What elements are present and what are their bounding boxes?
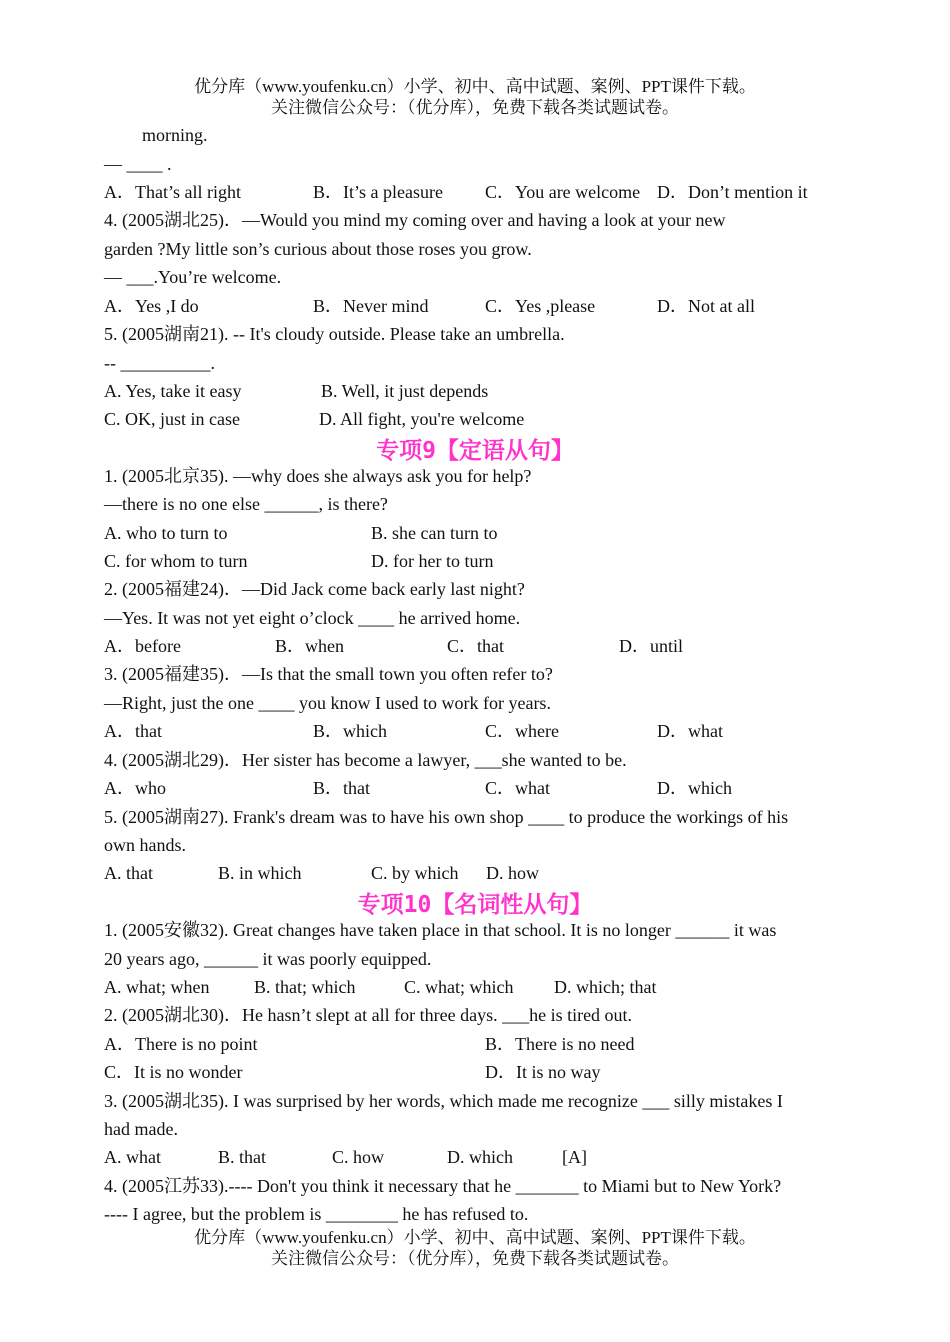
- question-line: own hands.: [104, 835, 186, 855]
- option: C．that: [447, 636, 504, 656]
- option: C．what: [485, 778, 550, 798]
- question-line: ---- I agree, but the problem is ________ he has refused to.: [104, 1204, 529, 1224]
- option: D. which: [447, 1147, 513, 1167]
- option: B. she can turn to: [371, 523, 498, 543]
- question-line: 3. (2005福建35)．—Is that the small town you often refer to?: [104, 664, 553, 684]
- question-line: —Yes. It was not yet eight o’clock ____ he arrived home.: [104, 608, 521, 628]
- option: C．Yes ,please: [485, 296, 596, 316]
- option: B．when: [275, 636, 344, 656]
- question-line: 2. (2005福建24)．—Did Jack come back early last night?: [104, 579, 525, 599]
- option: B．It’s a pleasure: [313, 182, 443, 202]
- option: A．that: [104, 721, 162, 741]
- header-line-2: 关注微信公众号：（优分库），免费下载各类试题试卷。: [271, 98, 679, 117]
- question-line: 1. (2005安徽32). Great changes have taken place in that school. It is no longer ______ it was: [104, 920, 777, 940]
- option: D. All fight, you're welcome: [319, 409, 525, 429]
- question-line: 4. (2005湖北25)．—Would you mind my coming over and having a look at your new: [104, 210, 726, 230]
- option: A. that: [104, 863, 153, 883]
- option: D．which: [657, 778, 732, 798]
- option: D. how: [486, 863, 539, 883]
- option: B. in which: [218, 863, 302, 883]
- question-line: 5. (2005湖南27). Frank's dream was to have his own shop ____ to produce the workings of his: [104, 807, 789, 827]
- footer-line-2: 关注微信公众号：（优分库），免费下载各类试题试卷。: [271, 1249, 679, 1268]
- option: D．Don’t mention it: [657, 182, 808, 202]
- option: D. which; that: [554, 977, 657, 997]
- footer-line-1: 优分库（www.youfenku.cn）小学、初中、高中试题、案例、PPT课件下载。: [194, 1228, 756, 1247]
- question-line: 5. (2005湖南21). -- It's cloudy outside. Please take an umbrella.: [104, 324, 565, 344]
- text-line: — ____ .: [104, 154, 172, 174]
- option: C．where: [485, 721, 559, 741]
- option: D．what: [657, 721, 723, 741]
- option: B．that: [313, 778, 370, 798]
- option: B. that: [218, 1147, 266, 1167]
- section-title-10: 专项10【名词性从句】: [357, 892, 593, 918]
- question-line: —Right, just the one ____ you know I used to work for years.: [104, 693, 551, 713]
- option: B．There is no need: [485, 1034, 635, 1054]
- option: C. OK, just in case: [104, 409, 240, 429]
- option: A．Yes ,I do: [104, 296, 199, 316]
- question-line: 3. (2005湖北35). I was surprised by her words, which made me recognize ___ silly mistakes I: [104, 1091, 783, 1111]
- option: D．It is no way: [485, 1062, 601, 1082]
- option: A．That’s all right: [104, 182, 241, 202]
- option: C．You are welcome: [485, 182, 641, 202]
- question-line: 4. (2005湖北29)．Her sister has become a lawyer, ___she wanted to be.: [104, 750, 627, 770]
- option: A．There is no point: [104, 1034, 258, 1054]
- section-title-9: 专项9【定语从句】: [376, 438, 574, 464]
- question-line: -- __________.: [104, 353, 215, 373]
- option: A. what; when: [104, 977, 210, 997]
- question-line: had made.: [104, 1119, 178, 1139]
- option: C. by which: [371, 863, 459, 883]
- question-line: — ___.You’re welcome.: [104, 267, 282, 287]
- option: D．Not at all: [657, 296, 755, 316]
- question-line: 2. (2005湖北30)．He hasn’t slept at all for three days. ___he is tired out.: [104, 1005, 633, 1025]
- option: C. how: [332, 1147, 385, 1167]
- header-line-1: 优分库（www.youfenku.cn）小学、初中、高中试题、案例、PPT课件下载。: [194, 77, 756, 96]
- question-line: —there is no one else ______, is there?: [104, 494, 388, 514]
- question-line: 20 years ago, ______ it was poorly equipped.: [104, 949, 432, 969]
- option: C．It is no wonder: [104, 1062, 243, 1082]
- question-line: 1. (2005北京35). —why does she always ask you for help?: [104, 466, 532, 486]
- option: B．Never mind: [313, 296, 429, 316]
- option: D. for her to turn: [371, 551, 494, 571]
- question-line: 4. (2005江苏33).---- Don't you think it necessary that he _______ to Miami but to New York?: [104, 1176, 782, 1196]
- option: A．before: [104, 636, 181, 656]
- option: A. what: [104, 1147, 161, 1167]
- question-line: garden ?My little son’s curious about those roses you grow.: [104, 239, 532, 259]
- option: A．who: [104, 778, 166, 798]
- option: D．until: [619, 636, 684, 656]
- option: B. Well, it just depends: [321, 381, 489, 401]
- option: B. that; which: [254, 977, 356, 997]
- option: A. Yes, take it easy: [104, 381, 242, 401]
- option: C. for whom to turn: [104, 551, 248, 571]
- option: A. who to turn to: [104, 523, 228, 543]
- option: C. what; which: [404, 977, 514, 997]
- option: B．which: [313, 721, 387, 741]
- answer-mark: [A]: [562, 1147, 587, 1167]
- text-line: morning.: [142, 125, 208, 145]
